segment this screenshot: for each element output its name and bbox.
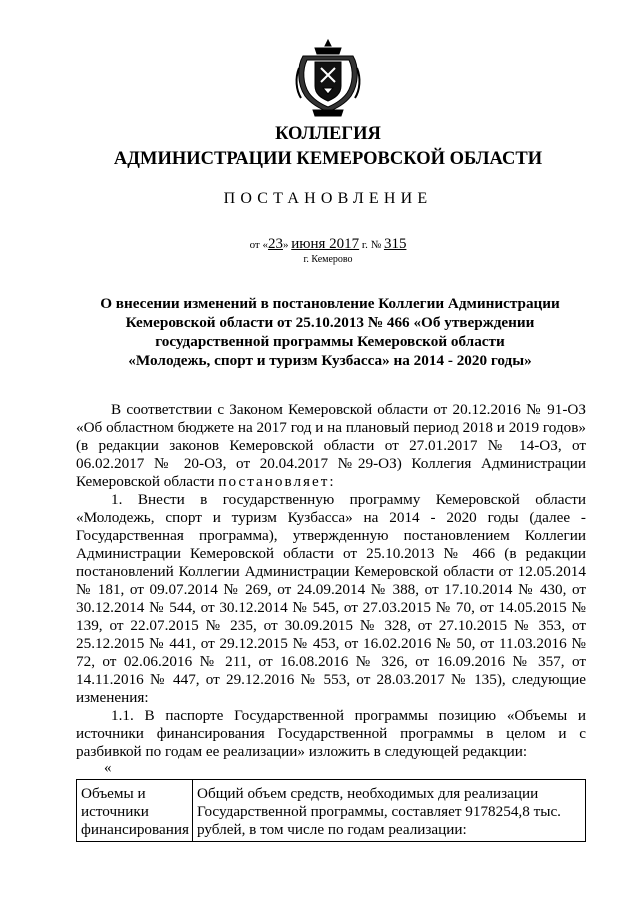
date-day: 23: [267, 236, 283, 252]
date-year-suffix: г.: [361, 239, 368, 251]
table-value-cell: Общий объем средств, необходимых для реализации Государственной программы, составляет 9178254,8 тыс. рублей, в том числе по годам реализации:: [193, 780, 586, 842]
passport-table: [76, 779, 586, 842]
preamble-colon: :: [329, 473, 334, 490]
document-number: 315: [383, 236, 407, 252]
preamble-text: В соответствии с Законом Кемеровской области от 20.12.2016 № 91-ОЗ «Об областном бюджете на 2017 год и на плановый период 2018 и 2019 годов» (в редакции законов Кемеровской области от 27.01.2017 № 14-ОЗ, от 06.02.2017 № 20-ОЗ, от 20.04.2017 №29-ОЗ) Коллегия Администрации Кемеровской области: [76, 401, 586, 490]
city: г. Кемерово: [303, 254, 353, 265]
table-label-cell: Объемы и источники финансирования: [77, 780, 193, 842]
document-type: ПОСТАНОВЛЕНИЕ: [223, 190, 433, 207]
date-month-year: июня 2017: [291, 236, 360, 252]
preamble-paragraph: [76, 401, 586, 491]
title-line: государственной программы Кемеровской области: [155, 333, 505, 350]
date-number-line: [0, 236, 640, 253]
date-mid: »: [282, 239, 289, 251]
title-line: О внесении изменений в постановление Коллегии Администрации: [100, 295, 560, 312]
kemerovo-coat-of-arms-icon: [293, 38, 363, 118]
resolves-word: постановляет: [218, 473, 330, 490]
item-1-paragraph: 1. Внести в государственную программу Кемеровской области «Молодежь, спорт и туризм Кузбасса» на 2014 - 2020 годы (далее - Государственная программа), утвержденную постановлением Коллегии Администрации Кемеровской области от 25.10.2013 № 466 (в редакции постановлений Коллегии Администрации Кемеровской области от 12.05.2014 № 181, от 09.07.2014 № 269, от 24.09.2014 № 388, от 17.10.2014 № 430, от 30.12.2014 № 544, от 30.12.2014 № 545, от 27.03.2015 № 70, от 14.05.2015 № 139, от 22.07.2015 № 235, от 30.09.2015 № 328, от 27.10.2015 № 353, от 25.12.2015 № 441, от 29.12.2015 № 453, от 16.02.2016 № 50, от 11.03.2016 № 72, от 02.06.2016 № 211, от 16.08.2016 № 326, от 16.09.2016 № 357, от 14.11.2016 № 447, от 29.12.2016 № 553, от 28.03.2017 № 135), следующие изменения:: [76, 491, 586, 706]
item-1-1-paragraph: 1.1. В паспорте Государственной программы позицию «Объемы и источники финансирования Государственной программы в целом и с разбивкой по годам ее реализации» изложить в следующей редакции:: [76, 707, 586, 760]
organization-name: КОЛЛЕГИЯ: [275, 124, 381, 144]
number-prefix: №: [370, 239, 382, 251]
title-line: Кемеровской области от 25.10.2013 № 466 «Об утверждении: [125, 314, 535, 331]
opening-quote: «: [104, 760, 112, 776]
title-line: «Молодежь, спорт и туризм Кузбасса» на 2014 - 2020 годы»: [128, 352, 532, 369]
document-title: [80, 294, 580, 370]
document-body: [76, 401, 586, 761]
table-row: [77, 780, 586, 842]
date-prefix: от «: [249, 239, 268, 251]
organization-name-line2: АДМИНИСТРАЦИИ КЕМЕРОВСКОЙ ОБЛАСТИ: [113, 149, 543, 169]
